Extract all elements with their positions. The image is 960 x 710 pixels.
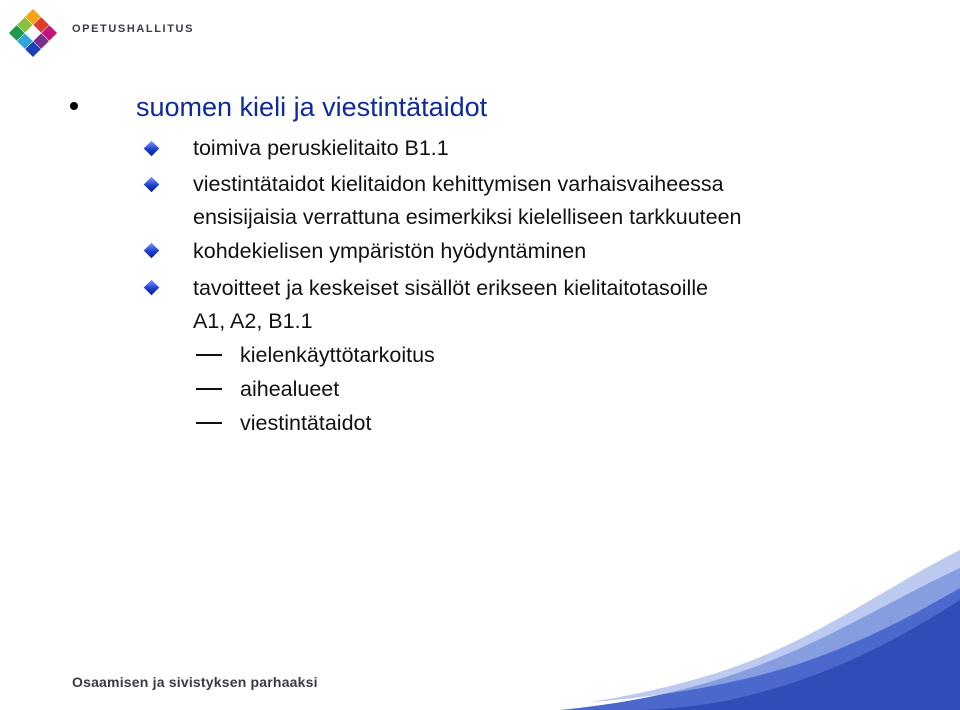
list-item: viestintätaidot kielitaidon kehittymisen varhaisvaiheessa: [193, 172, 724, 196]
list-item-continuation: A1, A2, B1.1: [193, 309, 313, 333]
list-item: kohdekielisen ympäristön hyödyntäminen: [193, 239, 587, 263]
dash-bullet-icon: [196, 354, 222, 356]
org-name: OPETUSHALLITUS: [72, 23, 195, 35]
dash-bullet-icon: [196, 388, 222, 390]
footer-swoosh: [540, 550, 960, 710]
sub-list-item: viestintätaidot: [240, 411, 372, 435]
list-item: tavoitteet ja keskeiset sisällöt erikseen kielitaitotasoille: [193, 276, 709, 300]
diamond-bullet-icon: [144, 280, 160, 296]
dash-bullet-icon: [196, 422, 222, 424]
list-item: toimiva peruskielitaito B1.1: [193, 136, 449, 160]
diamond-bullet-icon: [144, 243, 160, 259]
diamond-bullet-icon: [144, 177, 160, 193]
footer-slogan: Osaamisen ja sivistyksen parhaaksi: [72, 674, 318, 690]
sub-list-item: aihealueet: [240, 377, 340, 401]
bullet-dot-icon: [70, 102, 78, 110]
diamond-bullet-icon: [144, 141, 160, 157]
sub-list-item: kielenkäyttötarkoitus: [240, 343, 435, 367]
slide-title: suomen kieli ja viestintätaidot: [136, 92, 488, 122]
list-item-continuation: ensisijaisia verrattuna esimerkiksi kielelliseen tarkkuuteen: [193, 205, 742, 229]
opetushallitus-logo-icon: [6, 6, 60, 60]
